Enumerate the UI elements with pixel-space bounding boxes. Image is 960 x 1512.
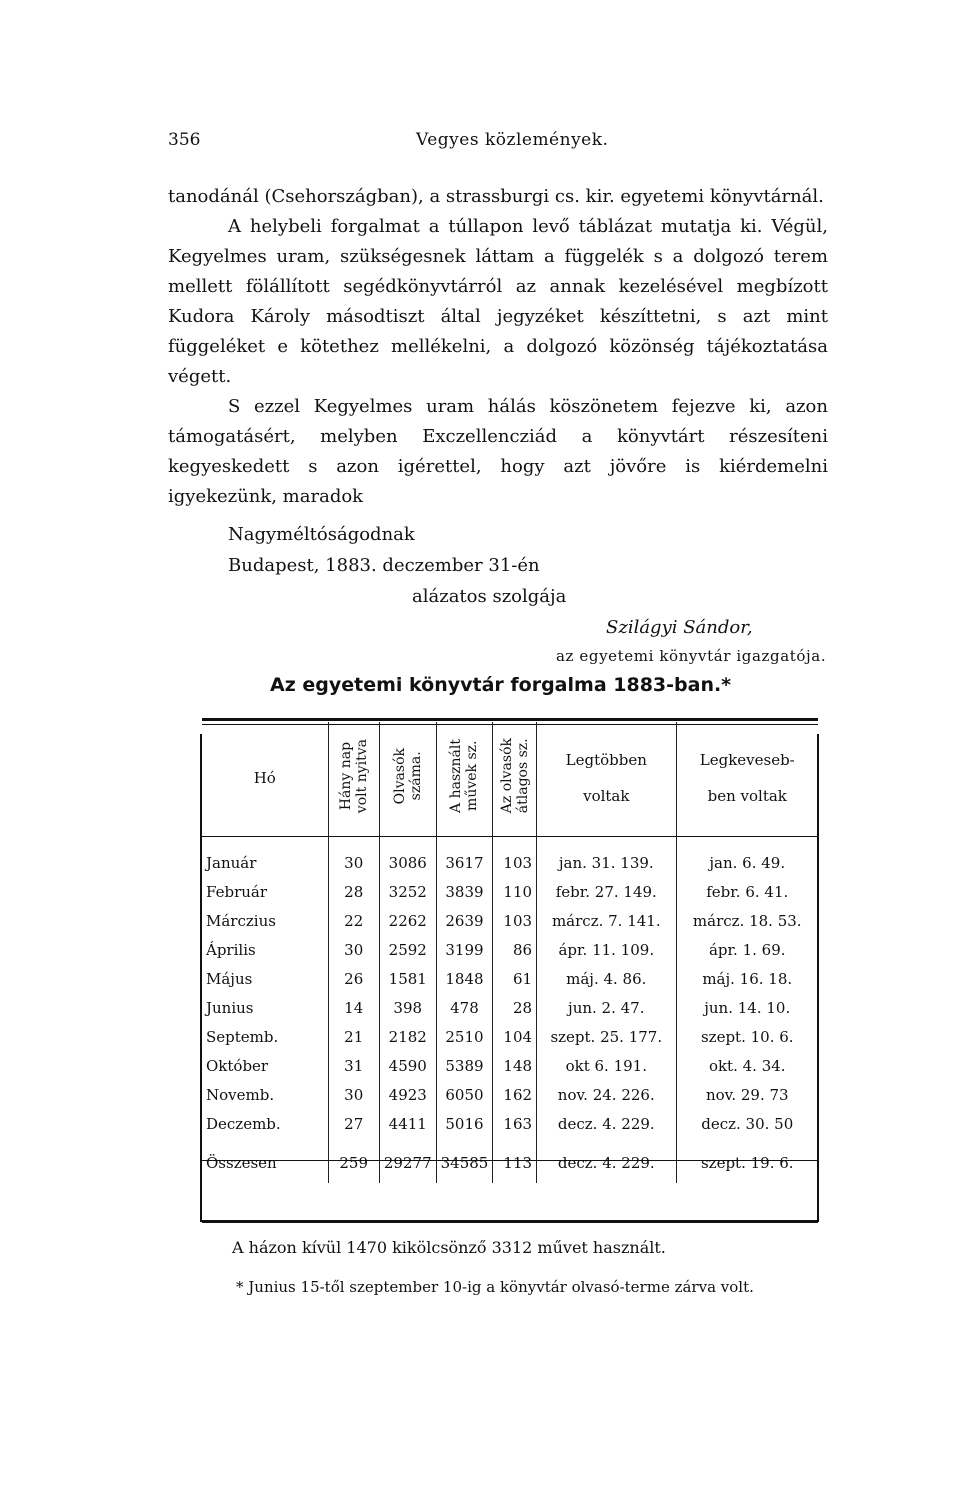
- table-cell: Január: [206, 853, 257, 872]
- table-cell: 4923: [379, 1080, 436, 1109]
- table-cell: febr. 27. 149.: [537, 877, 676, 906]
- table-cell: 2262: [379, 906, 436, 935]
- table-cell: 3086: [379, 834, 436, 877]
- humble-closing: alázatos szolgája: [412, 586, 567, 607]
- table-cell: Október: [206, 1056, 269, 1075]
- table-cell: 398: [379, 993, 436, 1022]
- table-cell: Septemb.: [206, 1027, 279, 1046]
- table-cell: 3839: [436, 877, 493, 906]
- table-cell: 162: [493, 1080, 537, 1109]
- table-cell: decz. 30. 50: [676, 1109, 818, 1138]
- table-cell: 14: [328, 993, 379, 1022]
- table-cell: máj. 16. 18.: [676, 964, 818, 993]
- paragraph-2: A helybeli forgalmat a túllapon levő táblázat mutatja ki. Végül, Kegyelmes uram, szükségesnek láttam a függelék s a dolgozó terem mellett fölállított segédkönyvtárról az annak kezelésével megbízott Kudora Károly másodtiszt által jegyzéket készíttetni, s azt mint függeléket e kötethez mellékelni, a dolgozó közönség tájékoztatása végett.: [168, 216, 828, 387]
- table-cell: 30: [328, 935, 379, 964]
- table-cell: Április: [206, 940, 256, 959]
- footnote-closure: * Junius 15-től szeptember 10-ig a könyvtár olvasó-terme zárva volt.: [236, 1278, 754, 1296]
- table-cell: szept. 25. 177.: [537, 1022, 676, 1051]
- table-cell: 28: [493, 993, 537, 1022]
- table-cell: nov. 24. 226.: [537, 1080, 676, 1109]
- table-cell: 1848: [436, 964, 493, 993]
- table-row: [202, 1051, 818, 1080]
- table-row: [202, 834, 818, 877]
- table-cell: márcz. 18. 53.: [676, 906, 818, 935]
- table-cell: 2510: [436, 1022, 493, 1051]
- table-cell: 104: [493, 1022, 537, 1051]
- table-top-rule: [202, 718, 818, 721]
- table-cell: jan. 31. 139.: [537, 834, 676, 877]
- table-cell: 2182: [379, 1022, 436, 1051]
- table-cell: 113: [493, 1138, 537, 1183]
- table-cell: ápr. 11. 109.: [537, 935, 676, 964]
- table-cell: máj. 4. 86.: [537, 964, 676, 993]
- table-cell: decz. 4. 229.: [537, 1138, 676, 1183]
- salutation: Nagyméltóságodnak: [228, 524, 415, 545]
- table-cell: Május: [206, 969, 253, 988]
- table-cell: febr. 6. 41.: [676, 877, 818, 906]
- table-cell: 27: [328, 1109, 379, 1138]
- table-cell: 3252: [379, 877, 436, 906]
- table-cell: 31: [328, 1051, 379, 1080]
- table-row: [202, 935, 818, 964]
- table-cell: 103: [493, 906, 537, 935]
- table-cell: jun. 2. 47.: [537, 993, 676, 1022]
- table-cell: 103: [493, 834, 537, 877]
- table-cell: 6050: [436, 1080, 493, 1109]
- table-cell: 28: [328, 877, 379, 906]
- table-cell: 4590: [379, 1051, 436, 1080]
- table-cell: 2639: [436, 906, 493, 935]
- table-cell: Összesen: [206, 1153, 277, 1172]
- table-cell: 110: [493, 877, 537, 906]
- table-cell: 2592: [379, 935, 436, 964]
- table-title: Az egyetemi könyvtár forgalma 1883-ban.*: [270, 674, 732, 696]
- header-works-used: A használt művek sz.: [436, 722, 493, 834]
- table-cell: Márczius: [206, 911, 276, 930]
- footnote-loans: A házon kívül 1470 kikölcsönző 3312 művet használt.: [232, 1238, 666, 1257]
- table-cell: 61: [493, 964, 537, 993]
- signature: Szilágyi Sándor,: [606, 617, 753, 638]
- table-cell: 34585: [436, 1138, 493, 1183]
- header-readers: Olvasók száma.: [379, 722, 436, 834]
- table-cell: 163: [493, 1109, 537, 1138]
- table-cell: 478: [436, 993, 493, 1022]
- table-cell: 3199: [436, 935, 493, 964]
- table-row: [202, 1080, 818, 1109]
- table-cell: 29277: [379, 1138, 436, 1183]
- table-bottom-rule: [202, 1220, 818, 1223]
- table-cell: okt. 4. 34.: [676, 1051, 818, 1080]
- table-row: [202, 877, 818, 906]
- table-header-row: [202, 722, 818, 834]
- table-total-row: [202, 1138, 818, 1183]
- page-number: 356: [168, 130, 201, 150]
- table-row: [202, 906, 818, 935]
- paragraph-1: tanodánál (Csehországban), a strassburgi cs. kir. egyetemi könyvtárnál.: [168, 186, 824, 207]
- table-cell: 86: [493, 935, 537, 964]
- page-header: [168, 130, 828, 154]
- table-cell: 26: [328, 964, 379, 993]
- table-cell: szept. 10. 6.: [676, 1022, 818, 1051]
- header-fewest: Legkeveseb- ben voltak: [676, 722, 818, 834]
- table-cell: 148: [493, 1051, 537, 1080]
- table-cell: szept. 19. 6.: [676, 1138, 818, 1183]
- table-cell: jan. 6. 49.: [676, 834, 818, 877]
- running-title: Vegyes közlemények.: [416, 130, 609, 150]
- header-avg-readers: Az olvasók átlagos sz.: [493, 722, 537, 834]
- table-row: [202, 993, 818, 1022]
- table-cell: 21: [328, 1022, 379, 1051]
- library-traffic-table: [202, 722, 818, 1183]
- table-cell: nov. 29. 73: [676, 1080, 818, 1109]
- table-cell: Novemb.: [206, 1085, 275, 1104]
- table-cell: márcz. 7. 141.: [537, 906, 676, 935]
- table-row: [202, 964, 818, 993]
- table-cell: 5016: [436, 1109, 493, 1138]
- header-month: Hó: [253, 769, 276, 787]
- table-cell: 30: [328, 834, 379, 877]
- table-cell: Február: [206, 882, 268, 901]
- table-cell: okt 6. 191.: [537, 1051, 676, 1080]
- table-cell: 4411: [379, 1109, 436, 1138]
- table-cell: 30: [328, 1080, 379, 1109]
- table-cell: 259: [328, 1138, 379, 1183]
- date-line: Budapest, 1883. deczember 31-én: [228, 555, 540, 576]
- signature-title: az egyetemi könyvtár igazgatója.: [556, 647, 827, 665]
- table-row: [202, 1109, 818, 1138]
- header-days-open: Hány nap volt nyitva: [328, 722, 379, 834]
- table-cell: Junius: [206, 998, 254, 1017]
- table-cell: 5389: [436, 1051, 493, 1080]
- table-cell: Deczemb.: [206, 1114, 281, 1133]
- header-most: Legtöbben voltak: [537, 722, 676, 834]
- table-cell: jun. 14. 10.: [676, 993, 818, 1022]
- table-cell: ápr. 1. 69.: [676, 935, 818, 964]
- table-cell: decz. 4. 229.: [537, 1109, 676, 1138]
- paragraph-3: S ezzel Kegyelmes uram hálás köszönetem fejezve ki, azon támogatásért, melyben Exczellencziád a könyvtárt részesíteni kegyeskedett s azon igérettel, hogy azt jövőre is kiérdemelni igyekezünk, maradok: [168, 396, 828, 507]
- table-cell: 1581: [379, 964, 436, 993]
- table-row: [202, 1022, 818, 1051]
- table-cell: 22: [328, 906, 379, 935]
- body-text: [168, 182, 828, 512]
- table-cell: 3617: [436, 834, 493, 877]
